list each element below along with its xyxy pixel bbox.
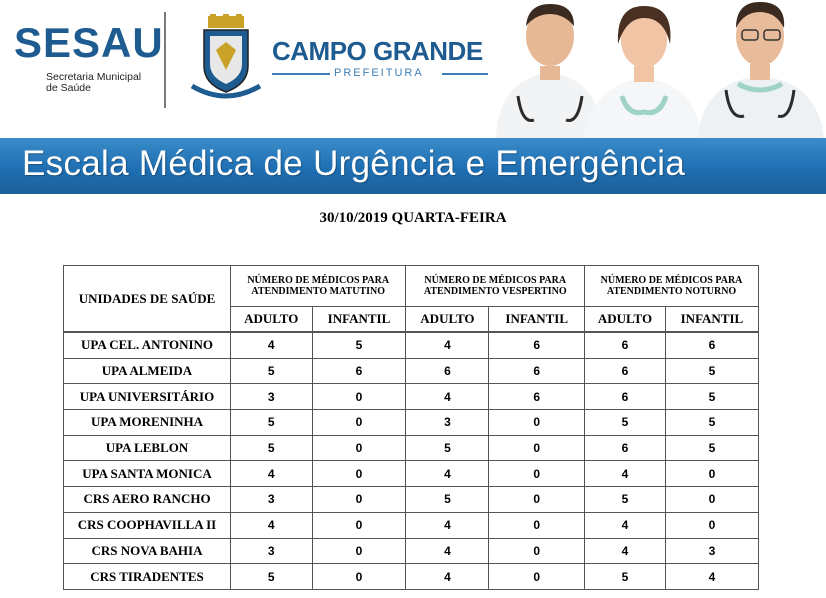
table-cell: 4 <box>585 538 666 564</box>
table-row <box>64 358 759 384</box>
sub-header-adult: ADULTO <box>406 307 489 332</box>
table-cell: 4 <box>406 564 489 590</box>
sub-header-child: INFANTIL <box>312 307 406 332</box>
unit-name: UPA CEL. ANTONINO <box>64 333 231 359</box>
table-cell: 0 <box>489 538 585 564</box>
table-cell: 6 <box>585 384 666 410</box>
table-cell: 6 <box>489 358 585 384</box>
table-cell: 5 <box>406 435 489 461</box>
morning-group-header: NÚMERO DE MÉDICOS PARA ATENDIMENTO MATUTINO <box>231 266 406 307</box>
banner-title: Escala Médica de Urgência e Emergência <box>22 144 686 183</box>
table-row <box>64 564 759 590</box>
sub-header-adult: ADULTO <box>585 307 666 332</box>
table-cell: 6 <box>585 358 666 384</box>
city-title: CAMPO GRANDE <box>272 36 483 66</box>
sub-header-adult: ADULTO <box>231 307 313 332</box>
table-cell: 4 <box>406 512 489 538</box>
night-group-header: NÚMERO DE MÉDICOS PARA ATENDIMENTO NOTURNO <box>585 266 759 307</box>
table-cell: 4 <box>231 512 313 538</box>
doctors-photo <box>488 0 826 138</box>
table-cell: 5 <box>231 358 313 384</box>
table-cell: 4 <box>406 384 489 410</box>
page-header <box>0 0 826 140</box>
table-cell: 4 <box>231 461 313 487</box>
table-row <box>64 410 759 436</box>
table-cell: 4 <box>231 333 313 359</box>
table-cell: 3 <box>406 410 489 436</box>
table-cell: 0 <box>665 487 758 513</box>
table-cell: 3 <box>231 384 313 410</box>
table-cell: 0 <box>665 512 758 538</box>
unit-name: UPA UNIVERSITÁRIO <box>64 384 231 410</box>
unit-name: UPA SANTA MONICA <box>64 461 231 487</box>
table-cell: 6 <box>489 384 585 410</box>
table-cell: 0 <box>312 461 406 487</box>
table-cell: 4 <box>665 564 758 590</box>
table-cell: 0 <box>489 564 585 590</box>
table-cell: 0 <box>312 512 406 538</box>
table-row <box>64 538 759 564</box>
sub-header-child: INFANTIL <box>665 307 758 332</box>
table-cell: 4 <box>406 538 489 564</box>
table-cell: 4 <box>406 461 489 487</box>
schedule-date: 30/10/2019 QUARTA-FEIRA <box>319 210 507 226</box>
unit-name: UPA MORENINHA <box>64 410 231 436</box>
table-cell: 6 <box>312 358 406 384</box>
city-crest-icon <box>186 14 266 104</box>
table-cell: 3 <box>231 487 313 513</box>
table-cell: 6 <box>665 333 758 359</box>
table-row <box>64 384 759 410</box>
table-cell: 3 <box>231 538 313 564</box>
table-cell: 0 <box>489 461 585 487</box>
table-cell: 3 <box>665 538 758 564</box>
table-row <box>64 512 759 538</box>
table-cell: 5 <box>665 358 758 384</box>
table-cell: 6 <box>406 358 489 384</box>
table-cell: 4 <box>585 461 666 487</box>
table-cell: 5 <box>665 384 758 410</box>
unit-name: CRS COOPHAVILLA II <box>64 512 231 538</box>
table-cell: 0 <box>312 410 406 436</box>
table-cell: 0 <box>665 461 758 487</box>
city-title-rule-left <box>272 73 330 75</box>
header-divider <box>164 12 166 108</box>
table-cell: 0 <box>489 487 585 513</box>
table-row <box>64 435 759 461</box>
table-cell: 0 <box>312 384 406 410</box>
table-cell: 0 <box>312 487 406 513</box>
unit-name: CRS TIRADENTES <box>64 564 231 590</box>
afternoon-group-header: NÚMERO DE MÉDICOS PARA ATENDIMENTO VESPERTINO <box>406 266 585 307</box>
sesau-logo: SESAU <box>14 19 164 66</box>
table-row <box>64 461 759 487</box>
schedule-table <box>63 265 759 590</box>
table-cell: 5 <box>665 435 758 461</box>
table-cell: 5 <box>231 435 313 461</box>
table-cell: 5 <box>231 564 313 590</box>
city-subtitle: PREFEITURA <box>334 67 424 79</box>
unit-name: UPA LEBLON <box>64 435 231 461</box>
sesau-subtitle: Secretaria Municipal de Saúde <box>46 71 142 94</box>
unit-name: CRS NOVA BAHIA <box>64 538 231 564</box>
table-cell: 4 <box>585 512 666 538</box>
table-row <box>64 333 759 359</box>
sub-header-child: INFANTIL <box>489 307 585 332</box>
table-cell: 0 <box>489 435 585 461</box>
table-cell: 5 <box>585 410 666 436</box>
table-cell: 5 <box>312 333 406 359</box>
table-header-row <box>64 266 759 307</box>
table-row <box>64 487 759 513</box>
table-cell: 6 <box>585 333 666 359</box>
table-cell: 0 <box>312 435 406 461</box>
unit-name: CRS AERO RANCHO <box>64 487 231 513</box>
table-cell: 4 <box>406 333 489 359</box>
table-cell: 0 <box>312 538 406 564</box>
table-cell: 0 <box>489 410 585 436</box>
table-cell: 5 <box>585 487 666 513</box>
table-cell: 6 <box>585 435 666 461</box>
table-cell: 5 <box>406 487 489 513</box>
unit-column-header: UNIDADES DE SAÚDE <box>64 266 231 332</box>
table-cell: 0 <box>489 512 585 538</box>
table-cell: 0 <box>312 564 406 590</box>
table-cell: 6 <box>489 333 585 359</box>
unit-name: UPA ALMEIDA <box>64 358 231 384</box>
table-cell: 5 <box>231 410 313 436</box>
table-cell: 5 <box>665 410 758 436</box>
table-cell: 5 <box>585 564 666 590</box>
